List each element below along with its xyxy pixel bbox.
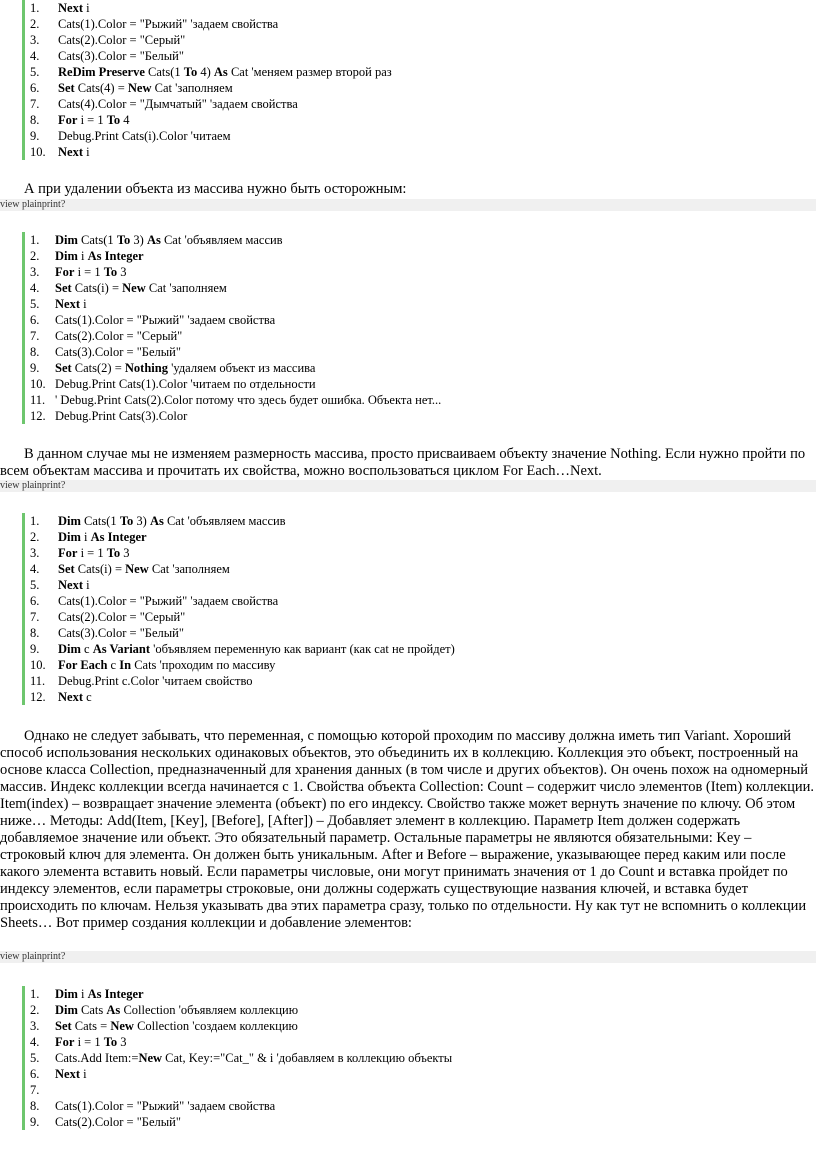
line-number: 3.: [30, 265, 40, 279]
line-number: 11.: [30, 674, 46, 688]
code-segment: Debug.Print c.Color 'читаем свойство: [58, 674, 253, 688]
code-text: [58, 561, 230, 577]
code-segment: Cats(2).Color = "Серый": [58, 610, 186, 624]
line-number: 9.: [30, 361, 40, 375]
code-keyword: As: [106, 1003, 121, 1017]
code-keyword: In: [119, 658, 132, 672]
code-segment: c: [80, 642, 93, 656]
code-text: [58, 641, 455, 657]
code-segment: Cats(1).Color = "Рыжий" 'задаем свойства: [58, 594, 279, 608]
line-number: 5.: [30, 1051, 40, 1065]
code-keyword: Dim: [55, 233, 78, 247]
code-keyword: As Variant: [92, 642, 151, 656]
code-text: [55, 1098, 275, 1114]
line-number: 3.: [30, 1019, 40, 1033]
line-number: 4.: [30, 1035, 40, 1049]
code-keyword: To: [116, 233, 131, 247]
code-keyword: For Each: [58, 658, 108, 672]
line-number: 4.: [30, 562, 40, 576]
code-segment: Collection 'объявляем коллекцию: [120, 1003, 299, 1017]
code-segment: 4: [120, 113, 130, 127]
code-keyword: Dim: [58, 514, 81, 528]
code-keyword: To: [106, 113, 121, 127]
code-segment: Cat 'заполняем: [148, 562, 230, 576]
code-keyword: Dim: [55, 987, 78, 1001]
code-text: [55, 232, 283, 248]
code-keyword: ReDim Preserve: [58, 65, 145, 79]
line-number: 4.: [30, 281, 40, 295]
code-text: [58, 657, 275, 673]
line-number: 4.: [30, 49, 40, 63]
code-text: [58, 689, 92, 705]
line-number: 9.: [30, 129, 40, 143]
code-segment: Cats(1: [144, 65, 184, 79]
code-segment: 3: [117, 1035, 127, 1049]
line-number: 12.: [30, 409, 46, 423]
code-keyword: To: [183, 65, 198, 79]
code-segment: 'удаляем объект из массива: [167, 361, 316, 375]
code-block-2: [22, 232, 442, 424]
code-segment: Cat 'объявляем массив: [160, 233, 283, 247]
line-number: 3.: [30, 33, 40, 47]
code-text: [55, 328, 182, 344]
code-segment: Cats(4) =: [74, 81, 128, 95]
line-number: 7.: [30, 329, 40, 343]
code-keyword: Set: [55, 1019, 72, 1033]
code-segment: i: [80, 530, 91, 544]
code-keyword: As Integer: [87, 249, 144, 263]
code-text: [55, 1066, 87, 1082]
code-block-1: [22, 0, 392, 160]
code-segment: i: [83, 145, 90, 159]
code-text: [55, 408, 187, 424]
code-keyword: New: [122, 281, 146, 295]
code-text: [55, 296, 87, 312]
code-segment: Cats.Add Item:=: [55, 1051, 139, 1065]
code-segment: c: [107, 658, 120, 672]
code-segment: i: [77, 987, 88, 1001]
code-text: [55, 280, 227, 296]
code-keyword: For: [55, 1035, 75, 1049]
line-number: 8.: [30, 626, 40, 640]
line-number: 2.: [30, 17, 40, 31]
code-text: [55, 1002, 298, 1018]
code-keyword: To: [103, 1035, 118, 1049]
code-segment: i: [83, 1, 90, 15]
code-segment: Cats(i) =: [71, 281, 123, 295]
paragraph-2: В данном случае мы не изменяем размерность массива, просто присваиваем объекту значение Nothing. Если нужно пройти по всем объектам массива и прочитать их свойства, можно воспользоваться циклом For Each…Next.: [0, 446, 806, 479]
code-segment: i = 1: [74, 265, 104, 279]
code-segment: Cat 'заполняем: [145, 281, 227, 295]
code-segment: Cats =: [71, 1019, 111, 1033]
code-segment: 4): [197, 65, 214, 79]
code-keyword: Next: [58, 145, 83, 159]
code-text: [55, 1034, 127, 1050]
code-segment: Debug.Print Cats(1).Color 'читаем по отдельности: [55, 377, 316, 391]
code-segment: Cats(3).Color = "Белый": [58, 626, 184, 640]
code-segment: Debug.Print Cats(3).Color: [55, 409, 188, 423]
code-segment: Cat 'объявляем массив: [163, 514, 286, 528]
code-text: [58, 96, 298, 112]
code-keyword: For: [58, 113, 78, 127]
line-number: 8.: [30, 345, 40, 359]
code-text: [58, 48, 184, 64]
line-number: 9.: [30, 642, 40, 656]
code-segment: Collection 'создаем коллекцию: [133, 1019, 298, 1033]
line-number: 2.: [30, 249, 40, 263]
code-segment: Cats(3).Color = "Белый": [55, 345, 181, 359]
line-number: 1.: [30, 987, 40, 1001]
code-text: [55, 1018, 298, 1034]
code-segment: 3): [130, 233, 147, 247]
code-keyword: New: [110, 1019, 134, 1033]
code-keyword: Dim: [55, 249, 78, 263]
view-plainprint-bar: [0, 199, 816, 211]
code-text: [55, 986, 144, 1002]
code-segment: Cats(1: [80, 514, 120, 528]
code-segment: Cats 'проходим по массиву: [131, 658, 276, 672]
code-segment: Cat 'меняем размер второй раз: [227, 65, 392, 79]
code-text: [55, 248, 144, 264]
line-number: 1.: [30, 514, 40, 528]
code-keyword: Next: [58, 690, 83, 704]
line-number: 6.: [30, 81, 40, 95]
paragraph-3: Однако не следует забывать, что переменная, с помощью которой проходим по массиву должна иметь тип Variant. Хороший способ использования нескольких одинаковых объектов, это объединить их в коллекцию. Коллекция это объект, построенный на основе класса Collection, предназначенный для хранения данных (в том числе и других объектов). Он очень похож на одномерный массив. Индекс коллекции всегда начинается с 1. Свойства объекта Collection: Count – содержит число элементов (Item) коллекции. Item(index) – возвращает значение элемента (объект) по его индексу. Свойство также может вернуть значение по ключу. Об этом ниже… Методы: Add(Item, [Key], [Before], [After]) – Добавляет элемент в коллекцию. Параметр Item должен содержать добавляемое значение или объект. Это обязательный параметр. Остальные параметры не являются обязательными: Key – строковый ключ для элемента. Он должен быть уникальным. After и Before – выражение, указывающее перед каким или после какого элемента вставить новый. Если параметры числовые, они могут принимать значения от 1 до Count и вставка пройдет по индексу элементов, если параметры строковые, они должны содержать существующие названия ключей, и вставка будет происходить по ключам. Нельзя указывать два этих параметра сразу, только по отдельности. Ну как тут не вспомнить о коллекции Sheets… Вот пример создания коллекции и добавление элементов:: [0, 728, 815, 931]
code-keyword: New: [127, 81, 152, 95]
code-keyword: Nothing: [124, 361, 168, 375]
line-number: 7.: [30, 97, 40, 111]
code-keyword: Set: [58, 81, 75, 95]
view-plainprint-link[interactable]: view plainprint?: [0, 480, 66, 491]
code-text: [55, 392, 441, 408]
line-number: 10.: [30, 145, 46, 159]
code-text: [55, 344, 181, 360]
line-number: 6.: [30, 1067, 40, 1081]
code-segment: i = 1: [74, 1035, 104, 1049]
line-number: 5.: [30, 65, 40, 79]
line-number: 8.: [30, 113, 40, 127]
code-text: [55, 264, 127, 280]
code-segment: 3): [133, 514, 150, 528]
line-number: 5.: [30, 578, 40, 592]
code-text: [58, 112, 130, 128]
code-keyword: Next: [58, 1, 83, 15]
line-number: 6.: [30, 594, 40, 608]
code-text: [55, 360, 315, 376]
line-number: 2.: [30, 530, 40, 544]
code-text: [58, 593, 278, 609]
line-number: 1.: [30, 1, 40, 15]
code-keyword: Next: [58, 578, 83, 592]
code-keyword: As Integer: [90, 530, 147, 544]
line-number: 11.: [30, 393, 46, 407]
code-segment: Cats(2).Color = "Белый": [55, 1115, 181, 1129]
code-text: [58, 32, 185, 48]
line-number: 9.: [30, 1115, 40, 1129]
code-segment: 3: [117, 265, 127, 279]
code-text: [58, 144, 90, 160]
code-keyword: Set: [55, 361, 72, 375]
code-keyword: Next: [55, 297, 80, 311]
code-text: [58, 64, 392, 80]
code-text: [55, 1050, 452, 1066]
line-number: 5.: [30, 297, 40, 311]
code-text: [58, 529, 147, 545]
code-segment: i: [83, 578, 90, 592]
code-keyword: As: [213, 65, 228, 79]
code-text: [58, 16, 278, 32]
code-keyword: To: [103, 265, 118, 279]
code-text: [58, 0, 90, 16]
code-keyword: Dim: [58, 530, 81, 544]
code-segment: i = 1: [77, 113, 107, 127]
code-segment: Cats(2).Color = "Серый": [55, 329, 183, 343]
code-keyword: Set: [58, 562, 75, 576]
view-plainprint-link[interactable]: view plainprint?: [0, 951, 66, 962]
code-segment: Cats(1: [77, 233, 117, 247]
code-segment: i: [80, 297, 87, 311]
paragraph-1: А при удалении объекта из массива нужно быть осторожным:: [24, 181, 407, 197]
code-keyword: To: [119, 514, 134, 528]
line-number: 7.: [30, 1083, 40, 1097]
code-segment: Cats(1).Color = "Рыжий" 'задаем свойства: [55, 313, 276, 327]
code-text: [58, 80, 233, 96]
code-keyword: To: [106, 546, 121, 560]
code-keyword: Set: [55, 281, 72, 295]
code-text: [58, 128, 230, 144]
code-text: [58, 577, 90, 593]
code-text: [58, 673, 253, 689]
code-keyword: Dim: [58, 642, 81, 656]
code-keyword: New: [125, 562, 149, 576]
view-plainprint-link[interactable]: view plainprint?: [0, 199, 66, 210]
code-keyword: As Integer: [87, 987, 144, 1001]
code-text: [58, 609, 185, 625]
code-keyword: New: [138, 1051, 163, 1065]
code-segment: c: [83, 690, 92, 704]
line-number: 1.: [30, 233, 40, 247]
code-segment: i: [77, 249, 88, 263]
code-segment: Cats(4).Color = "Дымчатый" 'задаем свойства: [58, 97, 298, 111]
code-segment: Cat, Key:="Cat_" & i 'добавляем в коллекцию объекты: [162, 1051, 453, 1065]
view-plainprint-bar: [0, 480, 816, 492]
code-segment: i = 1: [77, 546, 107, 560]
code-segment: Cats(1).Color = "Рыжий" 'задаем свойства: [55, 1099, 276, 1113]
code-block-3: [22, 513, 455, 705]
line-number: 12.: [30, 690, 46, 704]
line-number: 6.: [30, 313, 40, 327]
code-keyword: Next: [55, 1067, 80, 1081]
view-plainprint-bar: [0, 951, 816, 963]
code-block-4: [22, 986, 453, 1130]
code-segment: 'объявляем переменную как вариант (как cat не пройдет): [150, 642, 455, 656]
code-keyword: Dim: [55, 1003, 78, 1017]
code-text: [58, 513, 286, 529]
code-segment: Cats(1).Color = "Рыжий" 'задаем свойства: [58, 17, 279, 31]
code-segment: ' Debug.Print Cats(2).Color потому что здесь будет ошибка. Объекта нет...: [55, 393, 442, 407]
line-number: 10.: [30, 377, 46, 391]
line-number: 2.: [30, 1003, 40, 1017]
code-keyword: As: [149, 514, 164, 528]
code-segment: Cats(3).Color = "Белый": [58, 49, 184, 63]
code-text: [58, 625, 184, 641]
code-text: [55, 312, 275, 328]
code-text: [58, 545, 130, 561]
code-segment: Cats(i) =: [74, 562, 126, 576]
line-number: 8.: [30, 1099, 40, 1113]
code-keyword: For: [58, 546, 78, 560]
code-segment: Cat 'заполняем: [151, 81, 233, 95]
code-keyword: For: [55, 265, 75, 279]
code-text: [55, 1114, 181, 1130]
line-number: 7.: [30, 610, 40, 624]
code-keyword: As: [146, 233, 161, 247]
code-segment: i: [80, 1067, 87, 1081]
line-number: 3.: [30, 546, 40, 560]
code-segment: Cats: [77, 1003, 107, 1017]
code-segment: Cats(2).Color = "Серый": [58, 33, 186, 47]
code-segment: Cats(2) =: [71, 361, 125, 375]
code-text: [55, 376, 316, 392]
line-number: 10.: [30, 658, 46, 672]
code-segment: 3: [120, 546, 130, 560]
code-segment: Debug.Print Cats(i).Color 'читаем: [58, 129, 231, 143]
